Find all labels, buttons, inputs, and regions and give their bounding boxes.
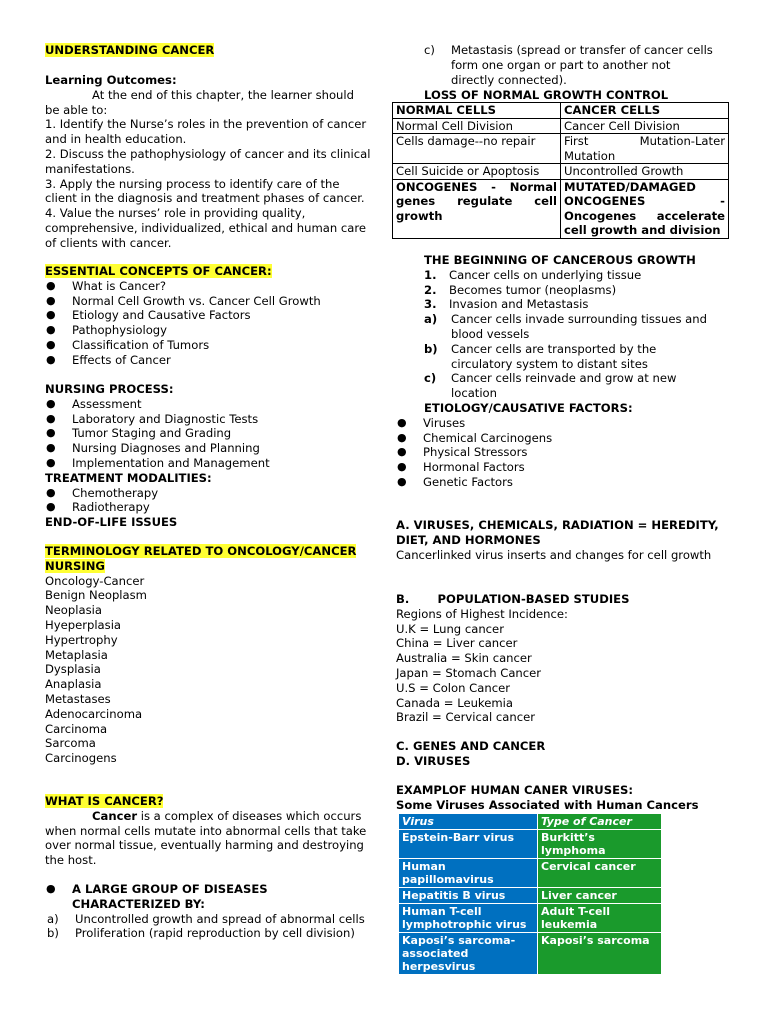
list-item: Japan = Stomach Cancer xyxy=(396,665,542,680)
table-row xyxy=(393,179,729,238)
section-a xyxy=(396,518,736,562)
list-item: U.K = Lung cancer xyxy=(396,621,504,636)
nursing-process-heading: NURSING PROCESS: xyxy=(45,382,174,396)
table-cell: First Mutation-Later Mutation xyxy=(561,134,729,164)
section-b xyxy=(396,592,736,725)
virus-examples-subheading: Some Viruses Associated with Human Cancers xyxy=(396,797,699,812)
nursing-process xyxy=(45,382,371,530)
table-row xyxy=(399,830,661,858)
list-item: ● Viruses xyxy=(396,416,736,431)
outcome-item: 1. Identify the Nurse’s roles in the prevention of cancer and in health education. xyxy=(45,117,367,147)
what-is-cancer-heading: WHAT IS CANCER? xyxy=(45,794,164,808)
table-cell: Cancer Cell Division xyxy=(561,118,729,134)
list-marker: c) xyxy=(424,43,435,57)
table-row xyxy=(399,888,661,903)
table-cell: Liver cancer xyxy=(538,888,661,903)
term-item: Sarcoma xyxy=(45,736,96,751)
list-item: ● Normal Cell Growth vs. Cancer Cell Growth xyxy=(45,294,371,309)
section-a-heading: A. VIRUSES, CHEMICALS, RADIATION = HEREDITY, DIET, AND HORMONES xyxy=(396,518,719,547)
term-item: Carcinogens xyxy=(45,751,117,766)
beginning-growth-heading: THE BEGINNING OF CANCEROUS GROWTH xyxy=(424,253,696,267)
list-item: Canada = Leukemia xyxy=(396,695,513,710)
table-cell: Cervical cancer xyxy=(538,859,661,887)
list-item: ● Classification of Tumors xyxy=(45,338,371,353)
term-item: Metastases xyxy=(45,691,111,706)
list-marker: 3. xyxy=(424,297,437,312)
list-item: ● Physical Stressors xyxy=(396,445,736,460)
list-marker: b) xyxy=(47,926,59,941)
table-row xyxy=(393,118,729,134)
list-item: Australia = Skin cancer xyxy=(396,651,532,666)
list-item xyxy=(47,926,371,941)
table-header-cell: Virus xyxy=(399,814,537,829)
term-item: Carcinoma xyxy=(45,721,108,736)
section-b-intro: Regions of Highest Incidence: xyxy=(396,606,568,621)
table-row xyxy=(393,134,729,164)
list-marker: 2. xyxy=(424,282,437,297)
list-item: Brazil = Cervical cancer xyxy=(396,710,536,725)
list-item: ● Nursing Diagnoses and Planning xyxy=(45,441,371,456)
etiology xyxy=(396,401,736,490)
cell-comparison-table xyxy=(392,102,729,239)
list-item: U.S = Colon Cancer xyxy=(396,680,510,695)
table-cell: ONCOGENES - Normal genes regulate cell growth xyxy=(393,179,561,238)
list-item: ● Hormonal Factors xyxy=(396,460,736,475)
table-header-row xyxy=(393,103,729,119)
list-item xyxy=(424,297,736,312)
list-item: ● Tumor Staging and Grading xyxy=(45,426,371,441)
treatment-modalities-heading: TREATMENT MODALITIES: xyxy=(45,470,212,485)
term-item: Oncology-Cancer xyxy=(45,573,145,588)
table-header-row xyxy=(399,814,661,829)
what-is-cancer xyxy=(45,794,371,868)
virus-cancer-table xyxy=(398,813,662,975)
list-marker: a) xyxy=(47,911,59,926)
list-marker: 1. xyxy=(424,267,437,282)
metastasis-item xyxy=(396,43,736,87)
term-item: Anaplasia xyxy=(45,677,102,692)
term-item: Hypertrophy xyxy=(45,632,118,647)
list-item: ● Chemotherapy xyxy=(45,486,371,501)
list-item: ● Genetic Factors xyxy=(396,475,736,490)
terminology xyxy=(45,544,371,766)
table-row xyxy=(393,164,729,180)
virus-examples-heading: EXAMPLOF HUMAN CANER VIRUSES: xyxy=(396,783,633,797)
section-d-heading: D. VIRUSES xyxy=(396,753,471,768)
list-text: Cancer cells invade surrounding tissues and blood vessels xyxy=(451,312,707,341)
list-item: ● Radiotherapy xyxy=(45,500,371,515)
table-cell: Epstein-Barr virus xyxy=(399,830,537,858)
list-item xyxy=(47,912,371,927)
beginning-growth xyxy=(424,253,736,401)
term-item: Hyeperplasia xyxy=(45,617,122,632)
end-of-life-heading: END-OF-LIFE ISSUES xyxy=(45,515,178,530)
list-text: Invasion and Metastasis xyxy=(449,297,589,312)
list-item: ● Pathophysiology xyxy=(45,323,371,338)
loss-growth-control-heading: LOSS OF NORMAL GROWTH CONTROL xyxy=(424,88,669,102)
table-cell: Hepatitis B virus xyxy=(399,888,537,903)
table-cell: Adult T-cell leukemia xyxy=(538,904,661,932)
table-cell: Kaposi’s sarcoma-associated herpesvirus xyxy=(399,933,537,974)
list-item: ● Effects of Cancer xyxy=(45,353,371,368)
list-item: ● Implementation and Management xyxy=(45,456,371,471)
section-b-heading: B. POPULATION-BASED STUDIES xyxy=(396,592,630,606)
learning-outcomes-intro: At the end of this chapter, the learner should be able to: xyxy=(45,87,354,117)
table-header-cell: CANCER CELLS xyxy=(561,103,729,119)
outcome-item: 4. Value the nurses’ role in providing quality, comprehensive, individualized, ethical and human care of clients with cancer. xyxy=(45,206,367,250)
section-c-d xyxy=(396,739,736,769)
learning-outcomes xyxy=(45,73,371,251)
list-text: Cancer cells reinvade and grow at new location xyxy=(451,371,677,401)
list-item: China = Liver cancer xyxy=(396,636,518,651)
metastasis-text: Metastasis (spread or transfer of cancer cells form one organ or part to another not directly connected). xyxy=(451,43,713,87)
term-item: Benign Neoplasm xyxy=(45,588,147,603)
list-item xyxy=(424,312,716,342)
table-cell: Uncontrolled Growth xyxy=(561,164,729,180)
terminology-heading: TERMINOLOGY RELATED TO ONCOLOGY/CANCER NURSING xyxy=(45,544,357,573)
list-item xyxy=(424,342,716,372)
list-item xyxy=(424,371,716,401)
table-row xyxy=(399,859,661,887)
essential-concepts xyxy=(45,264,371,368)
table-cell: Human papillomavirus xyxy=(399,859,537,887)
list-text: Cancer cells are transported by the circulatory system to distant sites xyxy=(451,341,657,371)
section-c-heading: C. GENES AND CANCER xyxy=(396,739,546,753)
list-item: ● Etiology and Causative Factors xyxy=(45,308,371,323)
table-cell: Human T-cell lymphotrophic virus xyxy=(399,904,537,932)
list-item xyxy=(424,283,736,298)
list-text: Uncontrolled growth and spread of abnormal cells xyxy=(75,911,365,926)
essential-concepts-heading: ESSENTIAL CONCEPTS OF CANCER: xyxy=(45,264,272,278)
list-marker: a) xyxy=(424,312,438,327)
outcome-item: 3. Apply the nursing process to identify care of the client in the diagnosis and treatment phases of cancer. xyxy=(45,176,365,206)
virus-examples xyxy=(396,783,736,813)
list-text: Becomes tumor (neoplasms) xyxy=(449,282,617,297)
term-item: Dysplasia xyxy=(45,662,101,677)
outcome-item: 2. Discuss the pathophysiology of cancer and its clinical manifestations. xyxy=(45,146,371,176)
table-cell: Normal Cell Division xyxy=(393,118,561,134)
table-cell: MUTATED/DAMAGED ONCOGENES - Oncogenes accelerate cell growth and division xyxy=(561,179,729,238)
page-title-text: UNDERSTANDING CANCER xyxy=(45,43,215,57)
table-cell: Burkitt’s lymphoma xyxy=(538,830,661,858)
list-item xyxy=(424,268,736,283)
list-item: ● What is Cancer? xyxy=(45,279,371,294)
etiology-heading: ETIOLOGY/CAUSATIVE FACTORS: xyxy=(424,401,633,415)
list-marker: b) xyxy=(424,341,438,356)
table-row xyxy=(399,904,661,932)
page-title xyxy=(45,43,371,58)
list-marker: c) xyxy=(424,371,437,386)
learning-outcomes-heading: Learning Outcomes: xyxy=(45,73,177,87)
list-item: ● Assessment xyxy=(45,397,371,412)
table-cell: Cell Suicide or Apoptosis xyxy=(393,164,561,180)
term-item: Adenocarcinoma xyxy=(45,706,143,721)
table-cell: Kaposi’s sarcoma xyxy=(538,933,661,974)
list-item: ● Chemical Carcinogens xyxy=(396,431,736,446)
cancer-term: Cancer xyxy=(92,808,138,823)
table-header-cell: Type of Cancer xyxy=(538,814,661,829)
term-item: Neoplasia xyxy=(45,603,102,618)
term-item: Metaplasia xyxy=(45,647,108,662)
large-group-heading: ● A LARGE GROUP OF DISEASES CHARACTERIZED BY: xyxy=(45,882,371,912)
section-a-text: Cancerlinked virus inserts and changes for cell growth xyxy=(396,547,712,562)
list-item: ● Laboratory and Diagnostic Tests xyxy=(45,412,371,427)
cancer-definition: is a complex of diseases which occurs when normal cells mutate into abnormal cells that take over normal tissue, eventually harming and destroying the host. xyxy=(45,808,367,868)
table-row xyxy=(399,933,661,974)
list-text: Proliferation (rapid reproduction by cell division) xyxy=(75,926,355,941)
list-text: Cancer cells on underlying tissue xyxy=(449,267,642,282)
large-group-diseases xyxy=(45,882,371,941)
table-header-cell: NORMAL CELLS xyxy=(393,103,561,119)
table-cell: Cells damage--no repair xyxy=(393,134,561,164)
